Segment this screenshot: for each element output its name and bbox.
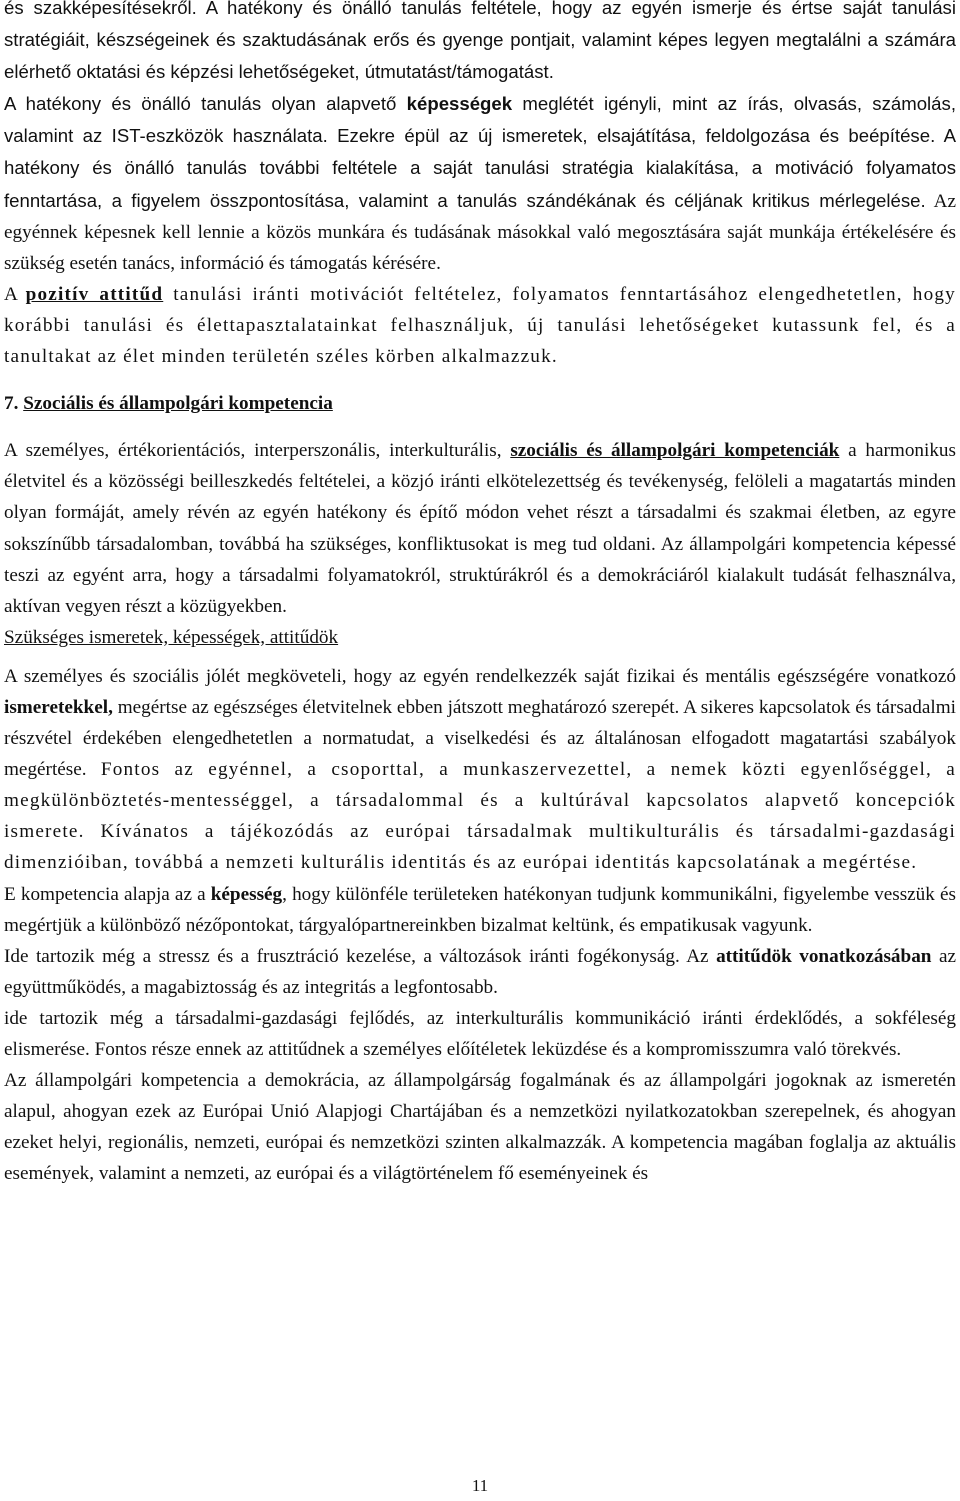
paragraph-attitudes [4, 941, 956, 1003]
spacer [4, 653, 956, 661]
section-number: 7. [4, 393, 24, 415]
text: E kompetencia alapja az a [4, 883, 211, 905]
text: A személyes, értékorientációs, interperszonális, interkulturális, [4, 440, 511, 462]
bold-term: pozitív attitűd [25, 283, 164, 305]
text: megértse az egészséges életvitelnek ebben játszott meghatározó szerepét. A sikeres kapcsolatok és társadalmi részvétel érdekében elengedhetetlen a normatudat, a viselkedési és az általánosan elfogadott magatartási szabályok megértése. [4, 696, 956, 781]
sentence: és szakképesítésekről. A hatékony és önálló tanulás feltétele, hogy az egyén ismerje és értse saját tanulási stratégiáit, készségeinek és szaktudásának erős és gyenge pontjait, valamint képes legyen megtalálni a számára elérhető oktatási és képzési lehetőségeket, útmutatást/támogatást. [4, 0, 956, 83]
page-number: 11 [471, 1476, 489, 1495]
sentence: meglétét igényli, mint az írás, olvasás, számolás, valamint az IST-eszközök használata. [4, 93, 956, 147]
sentence: A hatékony és önálló tanulás olyan alapvető [4, 93, 407, 115]
text: tanulási iránti motivációt feltételez, folyamatos fenntartásához elengedhetetlen, hogy korábbi tanulási és élettapasztalatainkat felhasználjuk, új tanulási lehetőségeket kutassunk fel, és a tanultakat az élet minden területén széles körben alkalmazzuk. [4, 283, 956, 368]
paragraph-knowledge [4, 661, 956, 879]
text: az együttműködés, a magabiztosság és az integritás a legfontosabb. [4, 945, 956, 998]
sentence: Az egyénnek képesnek kell lennie a közös munkára és tudásának másokkal való megosztására saját munkája értékelésére és szükség esetén tanács, információ és támogatás kérésére. [4, 190, 956, 274]
bold-term: képesség [210, 883, 283, 905]
paragraph-development: ide tartozik még a társadalmi-gazdasági fejlődés, az interkulturális kommunikáció iránti érdeklődés, a sokféleség elismerése. Fontos része ennek az attitűdnek a személyes előítéletek leküzdése és a kompromisszumra való törekvés. [4, 1007, 956, 1060]
subheading: Szükséges ismeretek, képességek, attitűdök [4, 626, 339, 648]
paragraph-social-civic [4, 435, 956, 622]
text: A személyes és szociális jólét megköveteli, hogy az egyén rendelkezzék saját fizikai és mentális egészségére vonatkozó [4, 665, 956, 687]
text: a harmonikus életvitel és a közösségi beilleszkedés feltételei, a közjó iránti elkötelezettség és tevékenység, felöleli a magatartás minden olyan formáját, amely révén az egyén hatékony és építő módon vehet részt a társadalmi és szakmai életben, az egyre sokszínűbb társadalomban, továbbá ha szükséges, konfliktusokat is meg tud oldani. Az állampolgári kompetencia képessé teszi az egyént arra, hogy a társadalmi folyamatokról, struktúrákról és a demokráciáról kialakult tudását felhasználva, aktívan vegyen részt a közügyekben. [4, 440, 956, 617]
bold-term: ismeretekkel, [4, 696, 113, 718]
paragraph-civic-competence: Az állampolgári kompetencia a demokrácia, az állampolgárság fogalmának és az állampolgári jogoknak az ismeretén alapul, ahogyan ezek az Európai Unió Alapjogi Chartájában és a nemzetközi nyilatkozatokban szerepelnek, és ahogyan ezeket helyi, regionális, nemzeti, európai és nemzetközi szinten alkalmazzák. A kompetencia magában foglalja az aktuális események, valamint a nemzeti, az európai és a világtörténelem fő eseményeinek és [4, 1070, 956, 1185]
paragraph-learning-skills [4, 0, 956, 279]
document-page [4, 0, 956, 1189]
sentence: Ezekre épül az új ismeretek, elsajátítása, feldolgozása és beépítése. [327, 125, 936, 147]
spacer [4, 372, 956, 388]
bold-term: képességek [406, 93, 513, 115]
text: , hogy különféle területeken hatékonyan tudjunk kommunikálni, figyelembe vesszük és megértjük a különböző nézőpontokat, tárgyalópartnereinkben bizalmat keltünk, és empatikusak vagyunk. [4, 883, 956, 936]
text: Ide tartozik még a stressz és a frusztráció kezelése, a változások iránti fogékonyság. Az [4, 945, 717, 967]
section-heading [4, 388, 956, 419]
bold-term: attitűdök vonatkozásában [716, 945, 932, 967]
section-title: Szociális és állampolgári kompetencia [23, 393, 333, 415]
bold-term: szociális és állampolgári kompetenciák [510, 440, 840, 462]
sentence: A hatékony és önálló tanulás további feltétele a saját tanulási stratégia kialakítása, a motiváció folyamatos fenntartása, a figyelem összpontosítása, valamint a tanulás szándékának és céljának kritikus mérlegelése. [4, 125, 957, 211]
text: A [4, 283, 26, 305]
paragraph-skills [4, 879, 956, 941]
paragraph-positive-attitude [4, 279, 956, 372]
text: Fontos az egyénnel, a csoporttal, a munkaszervezettel, a nemek közti egyenlőséggel, a megkülönböztetés-mentességgel, a társadalommal és a kultúrával kapcsolatos alapvető koncepciók ismerete. Kívánatos a tájékozódás az európai társadalmak multikulturális és társadalmi-gazdasági dimenzióiban, továbbá a nemzeti kulturális identitás és az európai identitás kapcsolatának a megértése. [4, 759, 956, 874]
spacer [4, 419, 956, 435]
